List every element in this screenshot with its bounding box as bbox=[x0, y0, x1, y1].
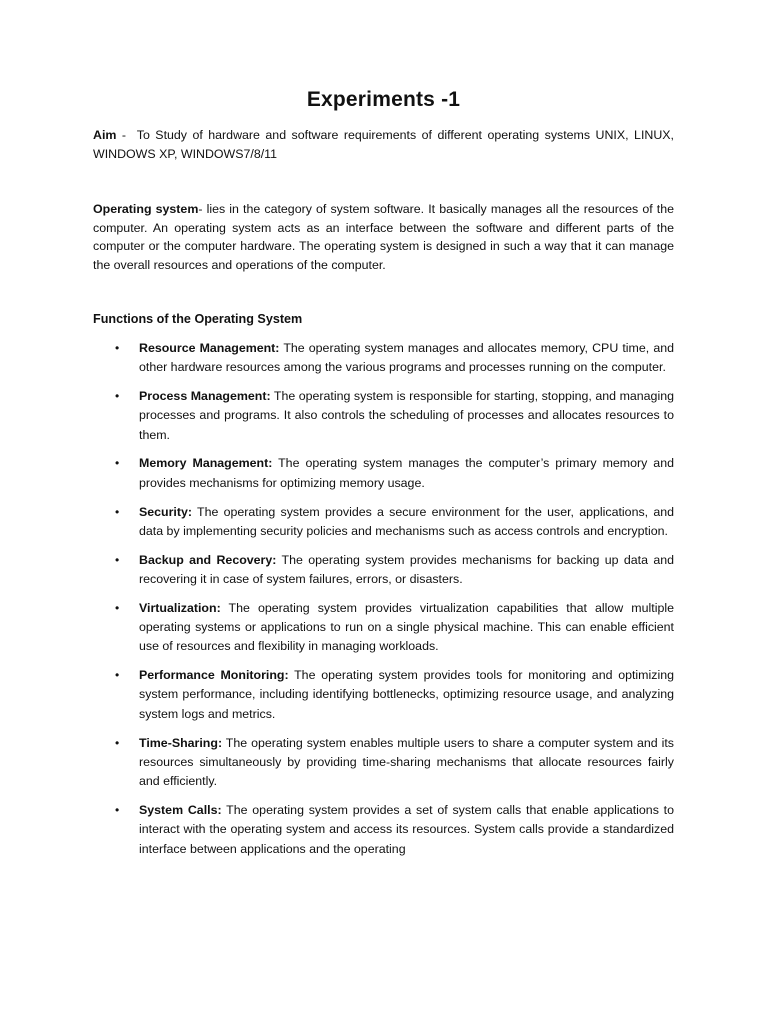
list-item bbox=[93, 599, 674, 657]
functions-heading: Functions of the Operating System bbox=[93, 312, 303, 326]
list-item-text: The operating system manages the computer’s primary memory and provides mechanisms for optimizing memory usage. bbox=[139, 456, 674, 490]
bullet-icon: • bbox=[115, 456, 120, 471]
aim-separator: - bbox=[116, 128, 137, 142]
list-item bbox=[93, 734, 674, 792]
list-item-term: Backup and Recovery: bbox=[139, 552, 277, 567]
operating-system-text: - lies in the category of system software. It basically manages all the resources of the computer. An operating system acts as an interface between the software and different parts of the computer or the computer hardware. The operating system is designed in such a way that it can manage the overall resources and operations of the computer. bbox=[93, 202, 674, 272]
list-item bbox=[93, 339, 674, 378]
list-item bbox=[93, 551, 674, 590]
list-item-term: System Calls: bbox=[139, 802, 222, 817]
list-item-text: The operating system provides tools for monitoring and optimizing system performance, including identifying bottlenecks, optimizing resource usage, and analyzing system logs and metrics. bbox=[139, 668, 674, 721]
list-item bbox=[93, 387, 674, 445]
list-item-text: The operating system manages and allocates memory, CPU time, and other hardware resources among the various programs and processes running on the computer. bbox=[139, 341, 674, 375]
bullet-icon: • bbox=[115, 504, 120, 519]
list-item-term: Memory Management: bbox=[139, 456, 273, 471]
list-item-term: Resource Management: bbox=[139, 341, 280, 355]
bullet-icon: • bbox=[115, 552, 120, 567]
functions-list bbox=[93, 339, 674, 859]
list-item-term: Security: bbox=[139, 504, 193, 519]
list-item-term: Process Management: bbox=[139, 389, 271, 404]
list-item-text: The operating system enables multiple users to share a computer system and its resources simultaneously by providing time-sharing mechanisms that allocate resources fairly and efficiently. bbox=[139, 735, 674, 789]
list-item bbox=[93, 454, 674, 493]
list-item-text: The operating system provides virtualization capabilities that allow multiple operating systems or applications to run on a single physical machine. This can enable efficient use of resources and flexibility in managing workloads. bbox=[139, 600, 674, 654]
bullet-icon: • bbox=[115, 735, 120, 750]
bullet-icon: • bbox=[115, 802, 120, 817]
list-item-term: Time-Sharing: bbox=[139, 735, 223, 750]
list-item-text: The operating system provides mechanisms for backing up data and recovering it in case of system failures, errors, or disasters. bbox=[139, 552, 674, 586]
list-item-text: The operating system is responsible for starting, stopping, and managing processes and programs. It also controls the scheduling of processes and allocates resources to them. bbox=[139, 389, 674, 442]
operating-system-paragraph bbox=[93, 200, 674, 274]
list-item-term: Virtualization: bbox=[139, 600, 221, 615]
list-item-term: Performance Monitoring: bbox=[139, 668, 289, 683]
aim-label: Aim bbox=[93, 128, 117, 142]
list-item bbox=[93, 801, 674, 859]
aim-text: To Study of hardware and software requirements of different operating systems UNIX, LINUX, WINDOWS XP, WINDOWS7/8/11 bbox=[93, 128, 674, 161]
bullet-icon: • bbox=[115, 389, 120, 404]
operating-system-label: Operating system bbox=[93, 202, 199, 216]
page-title: Experiments -1 bbox=[306, 88, 461, 111]
list-item-text: The operating system provides a secure environment for the user, applications, and data by implementing security policies and mechanisms such as access controls and encryption. bbox=[139, 504, 674, 538]
bullet-icon: • bbox=[115, 600, 120, 615]
bullet-icon: • bbox=[115, 341, 120, 355]
list-item bbox=[93, 503, 674, 542]
list-item-text: The operating system provides a set of system calls that enable applications to interact with the operating system and access its resources. System calls provide a standardized interface between applications and the operating bbox=[139, 802, 674, 856]
bullet-icon: • bbox=[115, 668, 120, 683]
list-item bbox=[93, 666, 674, 724]
aim-paragraph bbox=[93, 126, 674, 163]
